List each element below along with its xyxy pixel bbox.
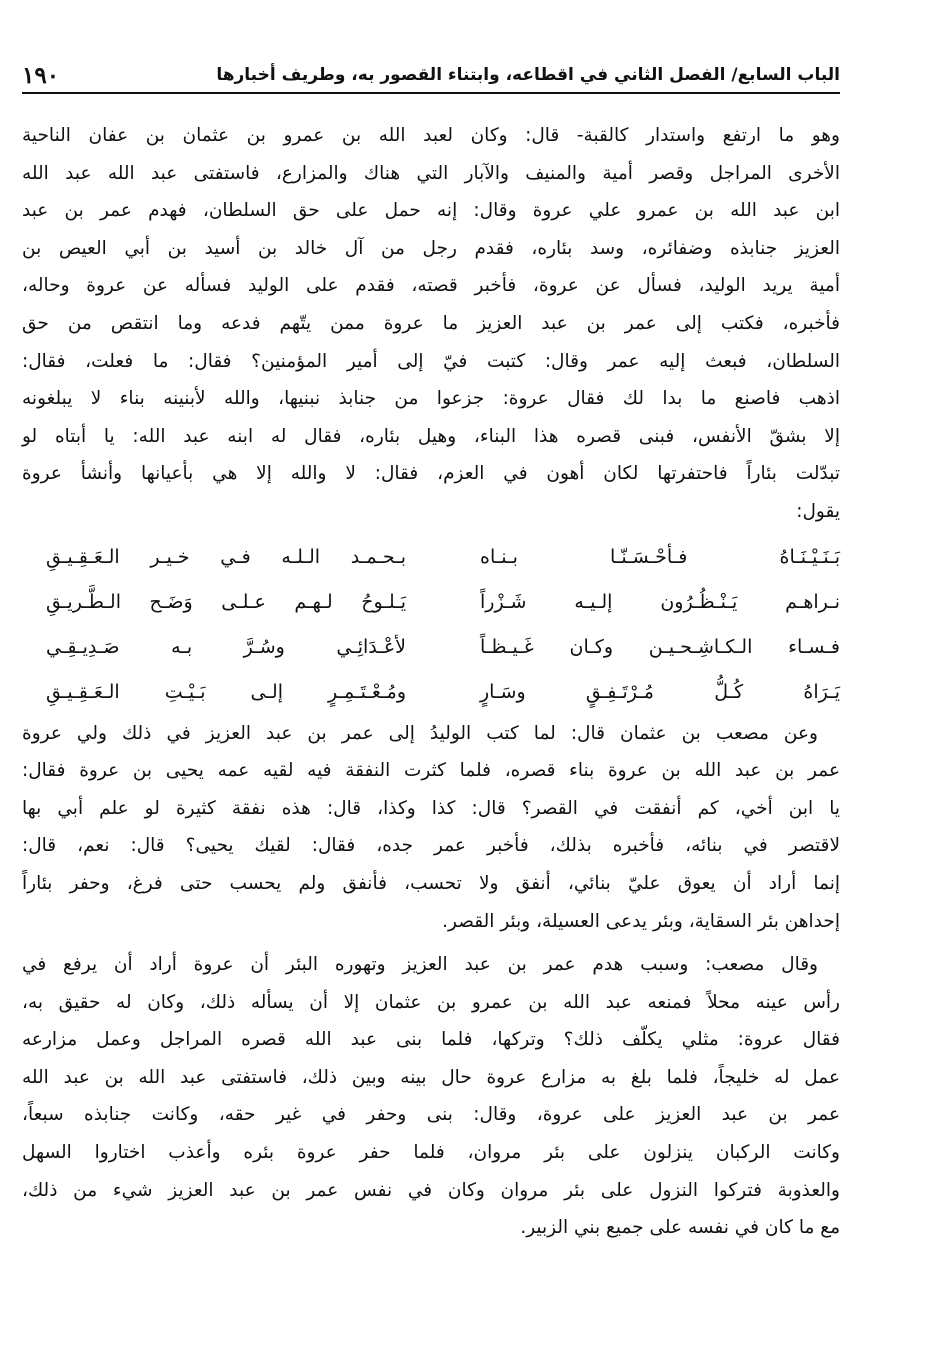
text-line: الأخرى المراجل وقصر أمية والمنيف والآبار التي هناك والمزارع، فاستفتى عبد الله عبد الله xyxy=(22,162,840,184)
text-line: وقال مصعب: وسبب هدم عمر بن عبد العزيز وتهوره البئر أن عروة أراد أن يرفع في xyxy=(22,954,818,976)
text-line: ابن عبد الله بن عمرو علي عروة وقال: إنه حمل على حق السلطان، فهدم عمر بن عبد xyxy=(22,200,840,222)
running-title: الباب السابع/ الفصل الثاني في اقطاعه، وابتناء القصور به، وطريف أخبارها xyxy=(216,65,840,85)
text-line: عمر بن عبد العزيز على عروة، وقال: بنى وحفر في غير حقه، وكانت جنابذه سبعاً، xyxy=(22,1104,840,1126)
text-line: العزيز جنابذه وضفائره، وسد بئاره، فقدم رجل من آل خالد بن أسيد بن أبي العيص بن xyxy=(22,237,840,259)
poem-verse xyxy=(22,670,840,715)
paragraph-2 xyxy=(22,715,840,941)
text-line: السلطان، فبعث إليه عمر وقال: كتبت فيّ إلى أمير المؤمنين؟ فقال: ما فعلت، فقال: xyxy=(22,350,840,372)
verse-first-hemistich: يَـرَاهُ كُـلُّ مُـرْتَـفِـقٍ وسَـارٍ xyxy=(480,680,840,703)
page-number: ١٩٠ xyxy=(22,61,60,89)
verse-second-hemistich: ومُـعْـتَـمِـرٍ إلـى بَـيْـتِ الـعَـقِـيـقِ xyxy=(46,680,406,703)
verse-second-hemistich: يَـلـوحُ لـهـم عـلـى وَضَـح الـطَّـريـقِ xyxy=(46,590,406,613)
text-line: عمر بن عبد الله بن عروة بناء قصره، فلما كثرت النفقة فيه لقيه عمه يحيى بن عروة فقال: xyxy=(22,760,840,782)
paragraph-3 xyxy=(22,946,840,1247)
verse-first-hemistich: نـراهـم يَـنْـظُـرُون إلـيـه شَـزْراً xyxy=(480,590,840,613)
text-line: إحداهن بئر السقاية، وبئر يدعى العسيلة، وبئر القصر. xyxy=(442,910,840,932)
text-line: عمل له خليجاً، فلما بلغ به مزارع عروة حال بينه وبين ذلك، فاستفتى عبد الله بن عبد الله xyxy=(22,1066,840,1088)
poem-verse xyxy=(22,580,840,625)
text-line: وهو ما ارتفع واستدار كالقبة- قال: وكان لعبد الله بن عمرو بن عثمان بن عفان الناحية xyxy=(22,125,840,146)
verse-second-hemistich: لأعْـدَائِـي وسُـرَّ بـه صَـدِيـقِـي xyxy=(46,635,406,658)
text-line: والعذوبة فتركوا النزول على بئر مروان وكان في نفس عمر بن عبد العزيز شيء من ذلك، xyxy=(22,1179,840,1201)
verse-second-hemistich: بـحـمـد الـلـه فـي خـيـر الـعَـقِـيـقِ xyxy=(46,545,406,568)
verse-first-hemistich: بَـنَـيْـنَـاهُ فـأحْـسَـنّـا بـنـاه xyxy=(480,545,840,568)
verse-first-hemistich: فـسـاء الـكـاشِـحـيـن وكـان غَـيـظـاً xyxy=(480,635,840,658)
text-line: اذهب فاصنع ما بدا لك فقال عروة: جزعوا من جنابذ نبنيها، والله لأبنينه بناء لا يبلغونه xyxy=(22,388,840,410)
text-line: رأس عينه محلاً فمنعه عبد الله بن عمرو بن عثمان إلا أن يسأله ذلك، وكان له حقيق به، xyxy=(22,991,840,1013)
text-line: مع ما كان في نفسه على جميع بني الزبير. xyxy=(520,1217,840,1239)
text-line: لاقتصر في بنائه، فأخبره بذلك، فأخبر عمر جده، فقال: لقيك يحيى؟ قال: نعم، قال: xyxy=(22,835,840,857)
text-line: إلا بشقّ الأنفس، فبنى قصره هذا البناء، وهيل بئاره، فقال له ابنه عبد الله: يا أبتاه لو xyxy=(22,425,840,447)
text-line: يقول: xyxy=(796,500,840,522)
poem-verse xyxy=(22,625,840,670)
body-text xyxy=(22,117,840,1247)
poem xyxy=(22,535,840,715)
poem-verse xyxy=(22,535,840,580)
text-line: أمية يريد الوليد، فسأل عن عروة، فأخبر قصته، فقدم على الوليد فسأله عن عروة وحاله، xyxy=(22,275,840,297)
text-line: وعن مصعب بن عثمان قال: لما كتب الوليدُ إلى عمر بن عبد العزيز في ذلك ولي عروة xyxy=(22,722,818,744)
text-line: فقال عروة: مثلي يكلّف ذلك؟ وتركها، فلما بنى عبد الله قصره المراجل وعمل مزارعه xyxy=(22,1029,840,1051)
text-line: إنما أراد أن يعوق عليّ بنائي، أنفق ولا تحسب، فأنفق ولم يحسب حتى فرغ، وحفر بئاراً xyxy=(22,872,840,894)
text-line: يا ابن أخي، كم أنفقت في القصر؟ قال: كذا وكذا، قال: هذه نفقة كثيرة لو علم أبي بها xyxy=(22,797,840,819)
text-line: تبدّلت بئاراً فاحتفرتها لكان أهون في العزم، فقال: لا والله إلا هي بأعيانها وأنشأ عروة xyxy=(22,463,840,485)
text-line: وكانت الركبان ينزلون على بئر مروان، فلما حفر عروة بئره وأعذب اختاروا السهل xyxy=(22,1142,840,1164)
page-header xyxy=(22,58,840,94)
text-line: فأخبره، فكتب إلى عمر بن عبد العزيز ما عروة ممن يتّهم فدعه وما انتقص من حق xyxy=(22,312,840,334)
paragraph-1 xyxy=(22,117,840,531)
